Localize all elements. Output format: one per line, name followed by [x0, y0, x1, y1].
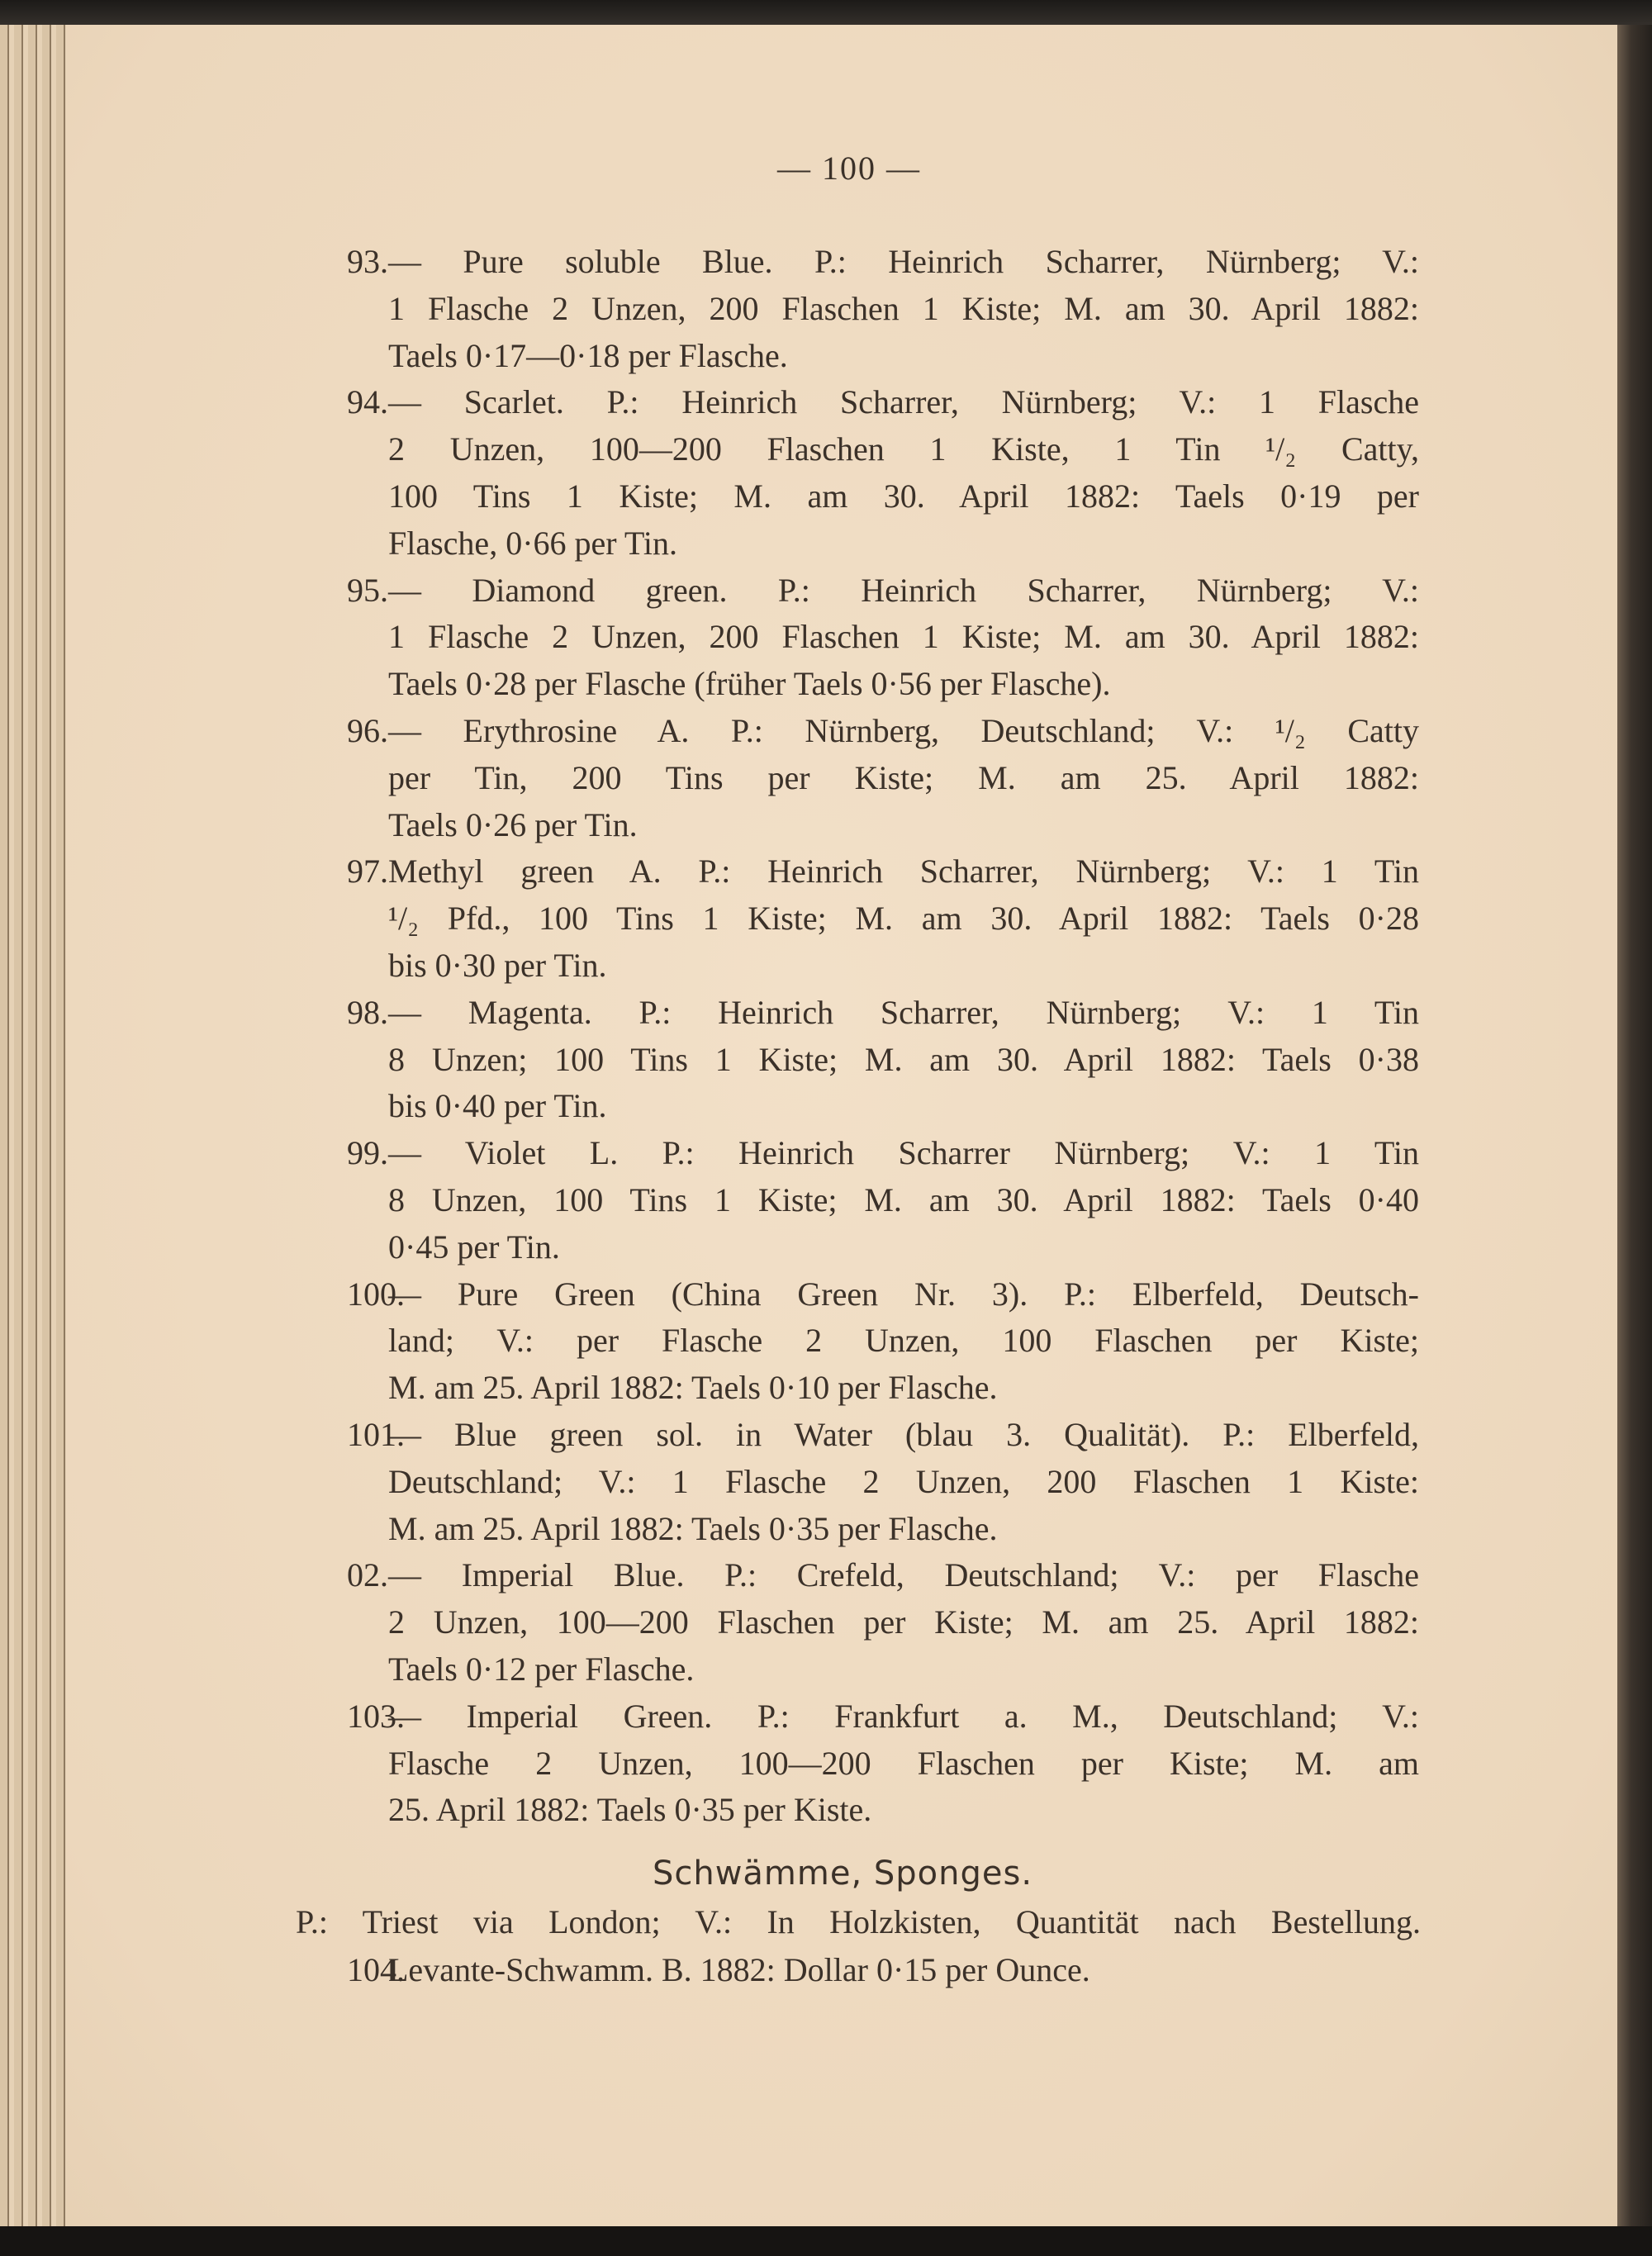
entry-text-line: ¹/₂ Pfd., 100 Tins 1 Kiste; M. am 30. April 1882: Taels 0·28: [388, 900, 1419, 938]
entry-line: [0, 1459, 1652, 1506]
entry-number: 104.: [347, 1951, 405, 1988]
entry-text-line: Taels 0·28 per Flasche (früher Taels 0·56 per Flasche).: [388, 665, 1111, 703]
entry-number: 94.: [347, 383, 388, 421]
entry-first-line: [0, 1412, 1652, 1459]
entry-line: [0, 1224, 1652, 1271]
entry-text-line: — Magenta. P.: Heinrich Scharrer, Nürnberg; V.: 1 Tin: [388, 993, 1419, 1031]
entry-first-line: [0, 568, 1652, 615]
entry-line: [0, 895, 1652, 943]
entry-line: [0, 1599, 1652, 1646]
entry-text-line: bis 0·40 per Tin.: [388, 1087, 607, 1125]
section-heading: Schwämme, Sponges.: [652, 1855, 1033, 1893]
entry-text-line: — Blue green sol. in Water (blau 3. Qualität). P.: Elberfeld,: [388, 1415, 1419, 1453]
entry-text-line: 1 Flasche 2 Unzen, 200 Flaschen 1 Kiste; M. am 30. April 1882:: [388, 289, 1419, 327]
entry-number: 101.: [347, 1415, 405, 1453]
entry-first-line: [0, 848, 1652, 895]
entry-text-line: Flasche, 0·66 per Tin.: [388, 524, 677, 562]
entry-text-line: 8 Unzen; 100 Tins 1 Kiste; M. am 30. April 1882: Taels 0·38: [388, 1040, 1419, 1078]
entry-text-line: M. am 25. April 1882: Taels 0·35 per Flasche.: [388, 1509, 998, 1547]
entry-text-line: 0·45 per Tin.: [388, 1228, 560, 1266]
entry-line: [0, 1506, 1652, 1553]
entry-line: [0, 286, 1652, 333]
book-binding-bottom: [0, 2226, 1652, 2256]
entry-line: [0, 1741, 1652, 1788]
entry-line: [0, 520, 1652, 568]
entry-line: [0, 473, 1652, 520]
entry-text-line: Taels 0·12 per Flasche.: [388, 1650, 695, 1688]
entry-text-line: 1 Flasche 2 Unzen, 200 Flaschen 1 Kiste; M. am 30. April 1882:: [388, 618, 1419, 656]
entry-text-line: Taels 0·26 per Tin.: [388, 805, 638, 843]
entry-first-line: [0, 1271, 1652, 1318]
entry-first-line: [0, 1693, 1652, 1741]
entry-text-line: 2 Unzen, 100—200 Flaschen 1 Kiste, 1 Tin ¹/₂ Catty,: [388, 430, 1419, 468]
entry-text-line: per Tin, 200 Tins per Kiste; M. am 25. April 1882:: [388, 758, 1419, 796]
entry-text-line: bis 0·30 per Tin.: [388, 946, 607, 984]
entry-list: [0, 239, 1652, 1834]
entry-number: 96.: [347, 711, 388, 749]
entry-line: [0, 614, 1652, 661]
entry-line: [0, 1318, 1652, 1365]
entry-text-line: 100 Tins 1 Kiste; M. am 30. April 1882: Taels 0·19 per: [388, 477, 1419, 515]
entry-text-line: Methyl green A. P.: Heinrich Scharrer, Nürnberg; V.: 1 Tin: [388, 853, 1419, 891]
entry-line: [0, 661, 1652, 708]
entry-number: 98.: [347, 993, 388, 1031]
entry-104: [0, 1947, 1652, 1994]
entry-text-line: — Imperial Blue. P.: Crefeld, Deutschland; V.: per Flasche: [388, 1556, 1419, 1594]
entry-line: [0, 1037, 1652, 1084]
entry-number: 100.: [347, 1275, 405, 1313]
entry-first-line: [0, 1552, 1652, 1599]
entry-first-line: [0, 379, 1652, 426]
entry-line: [0, 1177, 1652, 1224]
entry-line: [0, 1787, 1652, 1834]
entry-first-line: [0, 1130, 1652, 1177]
entry-text-line: — Pure soluble Blue. P.: Heinrich Scharrer, Nürnberg; V.:: [388, 243, 1419, 280]
page-number: — 100 —: [777, 150, 921, 187]
entry-number: 99.: [347, 1134, 388, 1172]
entry-line: [0, 1365, 1652, 1412]
entry-number: 02.: [347, 1556, 388, 1594]
entry-line: [0, 426, 1652, 473]
entry-number: 103.: [347, 1697, 405, 1735]
entry-text-line: Deutschland; V.: 1 Flasche 2 Unzen, 200 Flaschen 1 Kiste:: [388, 1462, 1419, 1500]
entry-line: [0, 333, 1652, 380]
entry-text-line: 2 Unzen, 100—200 Flaschen per Kiste; M. am 25. April 1882:: [388, 1603, 1419, 1641]
entry-first-line: [0, 239, 1652, 286]
entry-text-line: — Violet L. P.: Heinrich Scharrer Nürnberg; V.: 1 Tin: [388, 1134, 1419, 1172]
entry-text-line: Taels 0·17—0·18 per Flasche.: [388, 336, 788, 374]
entry-text-line: — Pure Green (China Green Nr. 3). P.: Elberfeld, Deutsch-: [388, 1275, 1419, 1313]
entry-first-line: [0, 708, 1652, 755]
entry-text-line: 25. April 1882: Taels 0·35 per Kiste.: [388, 1791, 872, 1829]
entry-line: [0, 1646, 1652, 1693]
entry-text-line: — Imperial Green. P.: Frankfurt a. M., Deutschland; V.:: [388, 1697, 1419, 1735]
entry-text-line: — Erythrosine A. P.: Nürnberg, Deutschland; V.: ¹/₂ Catty: [388, 711, 1419, 749]
section-intro: P.: Triest via London; V.: In Holzkisten, Quantität nach Bestellung.: [296, 1903, 1421, 1940]
entry-line: [0, 802, 1652, 849]
entry-text-line: 8 Unzen, 100 Tins 1 Kiste; M. am 30. April 1882: Taels 0·40: [388, 1180, 1419, 1218]
entry-text-line: M. am 25. April 1882: Taels 0·10 per Flasche.: [388, 1369, 998, 1407]
entry-line: [0, 755, 1652, 802]
entry-number: 97.: [347, 853, 388, 891]
entry-text-line: — Diamond green. P.: Heinrich Scharrer, Nürnberg; V.:: [388, 571, 1419, 609]
entry-first-line: [0, 990, 1652, 1037]
entry-number: 93.: [347, 243, 388, 280]
entry-text-line: land; V.: per Flasche 2 Unzen, 100 Flaschen per Kiste;: [388, 1322, 1419, 1360]
entry-text-line: — Scarlet. P.: Heinrich Scharrer, Nürnberg; V.: 1 Flasche: [388, 383, 1419, 421]
entry-line: [0, 943, 1652, 990]
entry-number: 95.: [347, 571, 388, 609]
entry-text-line: Flasche 2 Unzen, 100—200 Flaschen per Kiste; M. am: [388, 1744, 1419, 1782]
entry-text: Levante-Schwamm. B. 1882: Dollar 0·15 per Ounce.: [388, 1951, 1090, 1988]
entry-line: [0, 1083, 1652, 1130]
